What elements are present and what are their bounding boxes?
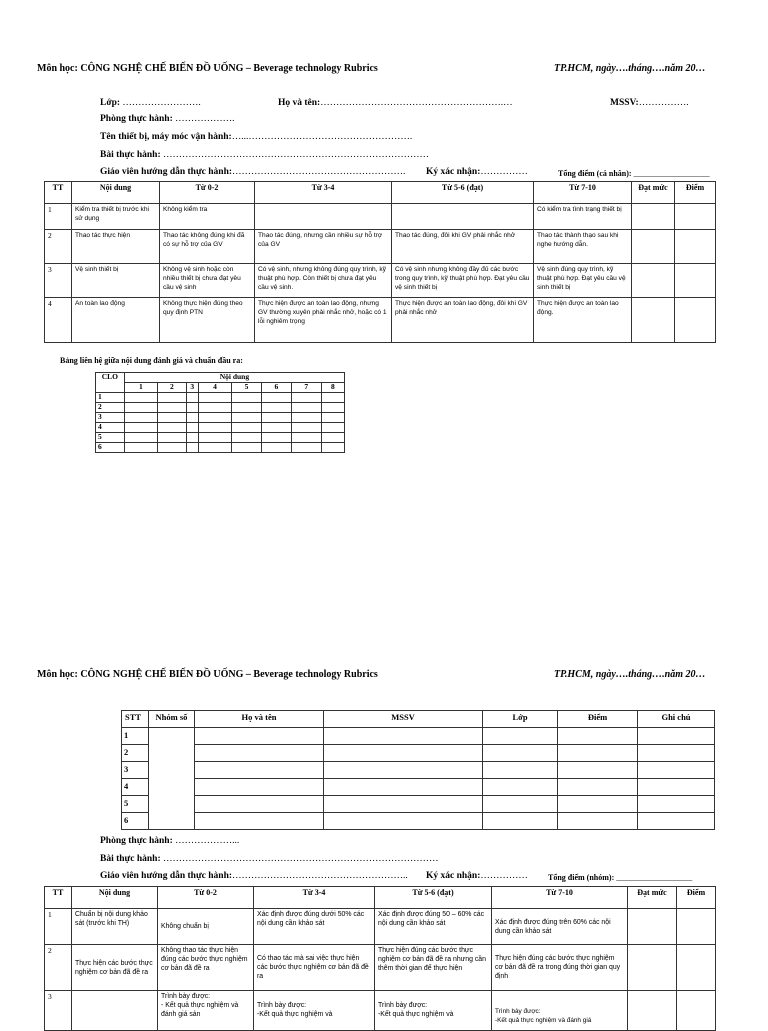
table-cell: Trình bày được: -Kết quả thực nghiệm và <box>254 991 375 1031</box>
col-header: TT <box>45 887 72 909</box>
table-cell: Kiểm tra thiết bị trước khi sử dụng <box>72 204 160 230</box>
total-score-group: Tổng điểm (nhóm): ___________________ <box>548 873 693 882</box>
table-cell: Vệ sinh thiết bị <box>72 264 160 298</box>
lab-room-field: Phòng thực hành: ………………. <box>100 114 235 124</box>
table-cell: Có vệ sinh, nhưng không đúng quy trình, kỹ thuật phù hợp. Còn thiết bị chưa đạt yêu cầu vệ sinh. <box>255 264 392 298</box>
student-header-row <box>122 711 715 728</box>
row-number: 1 <box>96 393 125 403</box>
place-date: TP.HCM, ngày….tháng….năm 20… <box>554 669 706 680</box>
clo-table <box>95 372 345 453</box>
col-header: Từ 3-4 <box>254 887 375 909</box>
table-cell: 1 <box>45 909 72 945</box>
col-header: Nhóm số <box>149 711 195 728</box>
practice-lesson-field: Bài thực hành: …………………………………………………………………………… <box>100 854 439 864</box>
col-header: TT <box>45 182 72 204</box>
table-cell: Xác định được đúng trên 60% các nội dung cần khảo sát <box>492 909 628 945</box>
table-cell: 2 <box>45 230 72 264</box>
table-cell: An toàn lao động <box>72 298 160 343</box>
col-header: Từ 0-2 <box>160 182 255 204</box>
total-score-individual: Tổng điểm (cá nhân): ___________________ <box>558 169 710 178</box>
table-cell: Thực hiện được an toàn lao động, nhưng GV thường xuyên phải nhắc nhở, hoặc có 1 lỗi nghiêm trọng <box>255 298 392 343</box>
group-number-cell <box>149 728 195 830</box>
table-cell: Xác định được đúng dưới 50% các nội dung cần khảo sát <box>254 909 375 945</box>
col-header: Ghi chú <box>638 711 715 728</box>
rubric-table-group <box>44 886 716 1031</box>
table-cell: Không chuẩn bị <box>158 909 254 945</box>
table-cell: Xác định được đúng 50 – 60% các nội dung cần khảo sát <box>375 909 492 945</box>
col-header: Lớp <box>483 711 558 728</box>
row-number: 5 <box>96 433 125 443</box>
table-row <box>45 909 716 945</box>
table-cell: 2 <box>45 945 72 991</box>
col-header: Từ 5-6 (đạt) <box>375 887 492 909</box>
table-cell <box>72 991 158 1031</box>
table-cell: Trình bày được: - Kết quả thực nghiệm và đánh giá sản <box>158 991 254 1031</box>
col-number: 7 <box>291 383 321 393</box>
table-cell: 1 <box>45 204 72 230</box>
col-header: Từ 0-2 <box>158 887 254 909</box>
table-row <box>45 298 716 343</box>
table-row <box>45 230 716 264</box>
table-row <box>122 762 715 779</box>
student-id-field: MSSV:……………. <box>610 98 689 108</box>
table-row <box>122 796 715 813</box>
rubric-header-row <box>45 887 716 909</box>
table-cell <box>677 909 716 945</box>
table-cell: Không thực hiện đúng theo quy định PTN <box>160 298 255 343</box>
col-header: Nội dung <box>72 887 158 909</box>
table-cell <box>675 230 716 264</box>
content-header: Nội dung <box>124 373 344 383</box>
signature-field: Ký xác nhận:…………… <box>426 167 528 177</box>
table-row <box>122 745 715 762</box>
table-cell: Thực hiện các bước thực nghiệm cơ bản đã đề ra <box>72 945 158 991</box>
course-title: Môn học: CÔNG NGHỆ CHẾ BIẾN ĐỒ UỐNG – Beverage technology Rubrics <box>37 63 378 74</box>
table-cell: Thực hiện đúng các bước thực nghiệm cơ bản đã đề ra trong đúng thời gian quy định <box>492 945 628 991</box>
table-cell <box>255 204 392 230</box>
table-cell <box>628 945 677 991</box>
col-number: 4 <box>198 383 231 393</box>
clo-header-row <box>96 373 345 383</box>
rubric-header-row <box>45 182 716 204</box>
table-cell: Có kiểm tra tình trạng thiết bị <box>534 204 632 230</box>
course-title: Môn học: CÔNG NGHỆ CHẾ BIẾN ĐỒ UỐNG – Beverage technology Rubrics <box>37 669 378 680</box>
table-cell: Không vệ sinh hoặc còn nhiều thiết bị chưa đạt yêu cầu vệ sinh <box>160 264 255 298</box>
table-cell <box>632 230 675 264</box>
col-header: Từ 3-4 <box>255 182 392 204</box>
row-number: 1 <box>122 728 149 745</box>
table-cell: Có thao tác mà sai việc thực hiện các bước thực nghiệm cơ bản đã đề ra <box>254 945 375 991</box>
signature-field: Ký xác nhận:…………… <box>426 871 528 881</box>
table-cell: Không kiểm tra <box>160 204 255 230</box>
table-cell <box>677 945 716 991</box>
table-row <box>96 413 345 423</box>
table-cell: Thực hiện được an toàn lao động, đôi khi GV phải nhắc nhở <box>392 298 534 343</box>
rubric-table-individual <box>44 181 716 343</box>
col-number: 5 <box>232 383 262 393</box>
table-cell <box>392 204 534 230</box>
table-row <box>96 423 345 433</box>
table-cell <box>677 991 716 1031</box>
col-header: Đạt mức <box>632 182 675 204</box>
row-number: 2 <box>122 745 149 762</box>
col-header: Họ và tên <box>195 711 324 728</box>
row-number: 5 <box>122 796 149 813</box>
col-number: 8 <box>321 383 344 393</box>
col-number: 1 <box>124 383 157 393</box>
col-number: 6 <box>261 383 291 393</box>
table-cell: Thực hiện đúng các bước thực nghiệm cơ bản đã đề ra nhưng cần thêm thời gian để thực hiện <box>375 945 492 991</box>
row-number: 6 <box>122 813 149 830</box>
col-header: STT <box>122 711 149 728</box>
col-number: 3 <box>186 383 198 393</box>
col-header: Điểm <box>675 182 716 204</box>
table-cell <box>632 298 675 343</box>
col-header: Từ 5-6 (đạt) <box>392 182 534 204</box>
instructor-field: Giáo viên hướng dẫn thực hành:………………………………………………. <box>100 167 406 177</box>
table-cell <box>675 264 716 298</box>
table-cell: 3 <box>45 264 72 298</box>
col-header: Đạt mức <box>628 887 677 909</box>
table-cell: Thực hiện được an toàn lao động. <box>534 298 632 343</box>
table-row <box>96 443 345 453</box>
col-header: Nội dung <box>72 182 160 204</box>
table-row <box>122 779 715 796</box>
table-cell: Thao tác không đúng khi đã có sự hỗ trợ của GV <box>160 230 255 264</box>
table-cell: Trình bày được: -Kết quả thực nghiệm và <box>375 991 492 1031</box>
name-field: Họ và tên:………………………………………………….… <box>278 98 513 108</box>
table-cell <box>632 264 675 298</box>
practice-lesson-field: Bài thực hành: ………………………………………………………………………… <box>100 150 429 160</box>
clo-header: CLO <box>96 373 125 393</box>
row-number: 2 <box>96 403 125 413</box>
table-row <box>45 204 716 230</box>
table-cell: 4 <box>45 298 72 343</box>
col-number: 2 <box>157 383 186 393</box>
table-cell <box>675 204 716 230</box>
instructor-field: Giáo viên hướng dẫn thực hành:……………………………………………….. <box>100 871 408 881</box>
col-header: Từ 7-10 <box>492 887 628 909</box>
equipment-field: Tên thiết bị, máy móc vận hành:…...……………………………………………. <box>100 132 413 142</box>
table-row <box>96 393 345 403</box>
table-cell: Có vệ sinh nhưng không đầy đủ các bước trong quy trình, kỹ thuật phù hợp. Đạt yêu cầu vệ sinh thiết bị <box>392 264 534 298</box>
clo-col-row <box>96 383 345 393</box>
row-number: 4 <box>122 779 149 796</box>
table-row <box>96 433 345 443</box>
row-number: 6 <box>96 443 125 453</box>
table-row <box>45 945 716 991</box>
class-field: Lớp: ……………………. <box>100 98 201 108</box>
table-row <box>122 813 715 830</box>
col-header: Từ 7-10 <box>534 182 632 204</box>
row-number: 3 <box>122 762 149 779</box>
table-cell <box>628 991 677 1031</box>
table-cell: 3 <box>45 991 72 1031</box>
table-cell: Thao tác đúng, nhưng cần nhiều sự hỗ trợ của GV <box>255 230 392 264</box>
col-header: Điểm <box>558 711 638 728</box>
table-cell <box>632 204 675 230</box>
place-date: TP.HCM, ngày….tháng….năm 20… <box>554 63 706 74</box>
student-list-table <box>121 710 715 830</box>
table-cell <box>675 298 716 343</box>
table-cell: Không thao tác thực hiện đúng các bước thực nghiệm cơ bản đã đề ra <box>158 945 254 991</box>
table-cell: Vệ sinh đúng quy trình, kỹ thuật phù hợp. Đạt yêu cầu vệ sinh thiết bị <box>534 264 632 298</box>
clo-section-title: Bảng liên hệ giữa nội dung đánh giá và chuẩn đầu ra: <box>60 356 243 365</box>
table-row <box>45 991 716 1031</box>
table-row <box>96 403 345 413</box>
table-row <box>122 728 715 745</box>
table-cell: Thao tác thực hiện <box>72 230 160 264</box>
col-header: MSSV <box>324 711 483 728</box>
table-cell <box>628 909 677 945</box>
table-cell: Thao tác thành thạo sau khi nghe hướng dẫn. <box>534 230 632 264</box>
row-number: 4 <box>96 423 125 433</box>
table-cell: Trình bày được: -Kết quả thực nghiệm và đánh giá <box>492 991 628 1031</box>
lab-room-field: Phòng thực hành: ………………... <box>100 836 240 846</box>
col-header: Điểm <box>677 887 716 909</box>
table-cell: Thao tác đúng, đôi khi GV phải nhắc nhở <box>392 230 534 264</box>
table-row <box>45 264 716 298</box>
table-cell: Chuẩn bị nội dung khảo sát (trước khi TH) <box>72 909 158 945</box>
row-number: 3 <box>96 413 125 423</box>
